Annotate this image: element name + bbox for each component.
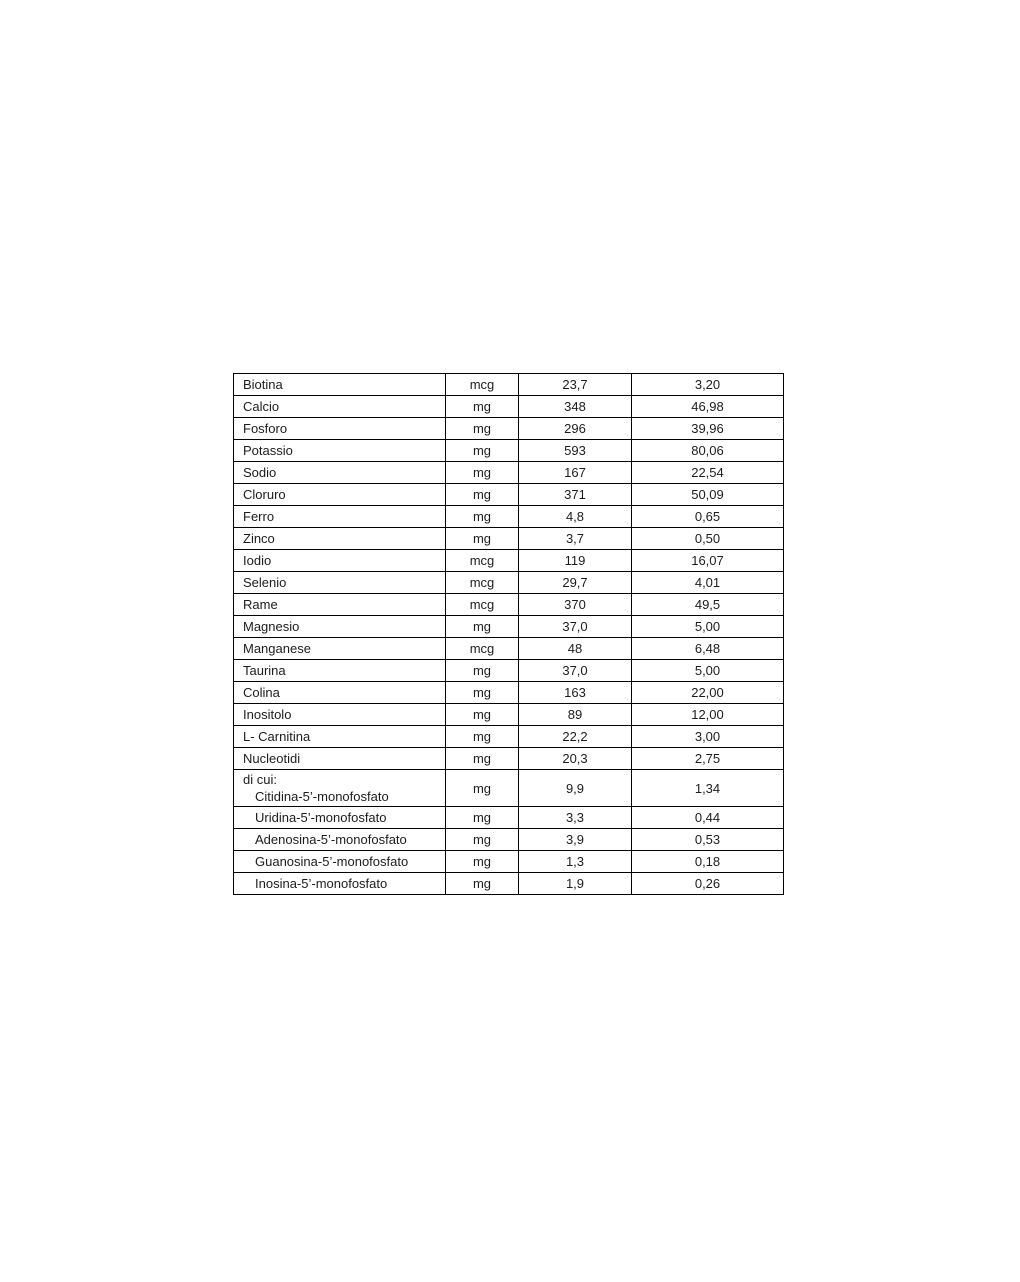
table-row: [234, 594, 784, 616]
table-row: [234, 638, 784, 660]
nutrient-name-cell: Fosforo: [234, 418, 446, 440]
nutrient-name-cell: Selenio: [234, 572, 446, 594]
value2-cell: 46,98: [632, 396, 784, 418]
table-body: [234, 374, 784, 895]
nutrient-name-line1: di cui:: [243, 772, 277, 787]
nutrient-name-cell: L- Carnitina: [234, 726, 446, 748]
unit-cell: mcg: [446, 550, 519, 572]
unit-cell: mg: [446, 682, 519, 704]
unit-cell: mg: [446, 770, 519, 807]
table-row: [234, 484, 784, 506]
value2-cell: 0,50: [632, 528, 784, 550]
unit-cell: mg: [446, 704, 519, 726]
value1-cell: 370: [519, 594, 632, 616]
table-row: [234, 440, 784, 462]
table-row: [234, 829, 784, 851]
table-row: [234, 682, 784, 704]
nutrient-name-cell: Inosina-5’-monofosfato: [234, 873, 446, 895]
value1-cell: 48: [519, 638, 632, 660]
nutrient-name-line2: Citidina-5’-monofosfato: [255, 789, 389, 804]
value2-cell: 3,20: [632, 374, 784, 396]
value1-cell: 163: [519, 682, 632, 704]
unit-cell: mg: [446, 829, 519, 851]
unit-cell: mcg: [446, 638, 519, 660]
value2-cell: 0,26: [632, 873, 784, 895]
value1-cell: 9,9: [519, 770, 632, 807]
table-row: [234, 726, 784, 748]
table-row: [234, 616, 784, 638]
table-row: [234, 704, 784, 726]
table-row: [234, 528, 784, 550]
value1-cell: 593: [519, 440, 632, 462]
value1-cell: 37,0: [519, 660, 632, 682]
nutrient-name-cell: Cloruro: [234, 484, 446, 506]
value2-cell: 80,06: [632, 440, 784, 462]
value2-cell: 5,00: [632, 660, 784, 682]
value2-cell: 50,09: [632, 484, 784, 506]
unit-cell: mcg: [446, 374, 519, 396]
unit-cell: mg: [446, 807, 519, 829]
value2-cell: 3,00: [632, 726, 784, 748]
table-row: [234, 807, 784, 829]
value1-cell: 20,3: [519, 748, 632, 770]
unit-cell: mg: [446, 528, 519, 550]
value2-cell: 0,53: [632, 829, 784, 851]
value1-cell: 4,8: [519, 506, 632, 528]
value1-cell: 119: [519, 550, 632, 572]
nutrient-name-cell: Colina: [234, 682, 446, 704]
unit-cell: mg: [446, 506, 519, 528]
unit-cell: mg: [446, 873, 519, 895]
value2-cell: 1,34: [632, 770, 784, 807]
value2-cell: 16,07: [632, 550, 784, 572]
value1-cell: 22,2: [519, 726, 632, 748]
table-row: [234, 748, 784, 770]
unit-cell: mg: [446, 851, 519, 873]
nutrient-name-cell: Ferro: [234, 506, 446, 528]
value1-cell: 371: [519, 484, 632, 506]
unit-cell: mg: [446, 440, 519, 462]
nutrient-name-cell: Inositolo: [234, 704, 446, 726]
nutrient-name-cell: Nucleotidi: [234, 748, 446, 770]
value1-cell: 348: [519, 396, 632, 418]
nutrition-table: [233, 373, 784, 895]
nutrient-name-cell: Calcio: [234, 396, 446, 418]
nutrient-name-cell: Sodio: [234, 462, 446, 484]
nutrient-name-cell: Uridina-5’-monofosfato: [234, 807, 446, 829]
nutrient-name-cell: Magnesio: [234, 616, 446, 638]
nutrition-table-container: [233, 373, 783, 895]
nutrient-name-cell: Iodio: [234, 550, 446, 572]
value1-cell: 3,7: [519, 528, 632, 550]
value1-cell: 1,9: [519, 873, 632, 895]
table-row: [234, 418, 784, 440]
value2-cell: 6,48: [632, 638, 784, 660]
unit-cell: mg: [446, 748, 519, 770]
table-row: [234, 572, 784, 594]
table-row: [234, 770, 784, 807]
value2-cell: 49,5: [632, 594, 784, 616]
nutrient-name-cell: Zinco: [234, 528, 446, 550]
unit-cell: mcg: [446, 594, 519, 616]
unit-cell: mg: [446, 616, 519, 638]
nutrient-name-cell: Potassio: [234, 440, 446, 462]
table-row: [234, 506, 784, 528]
value2-cell: 0,65: [632, 506, 784, 528]
nutrient-name-cell: Adenosina-5’-monofosfato: [234, 829, 446, 851]
table-row: [234, 396, 784, 418]
table-row: [234, 462, 784, 484]
table-row: [234, 660, 784, 682]
value1-cell: 37,0: [519, 616, 632, 638]
value2-cell: 39,96: [632, 418, 784, 440]
nutrient-name-cell: Rame: [234, 594, 446, 616]
value1-cell: 3,9: [519, 829, 632, 851]
value1-cell: 296: [519, 418, 632, 440]
value2-cell: 2,75: [632, 748, 784, 770]
value1-cell: 23,7: [519, 374, 632, 396]
value2-cell: 22,00: [632, 682, 784, 704]
value2-cell: 0,18: [632, 851, 784, 873]
value1-cell: 1,3: [519, 851, 632, 873]
unit-cell: mg: [446, 462, 519, 484]
value1-cell: 167: [519, 462, 632, 484]
nutrient-name-cell: Manganese: [234, 638, 446, 660]
value2-cell: 4,01: [632, 572, 784, 594]
table-row: [234, 374, 784, 396]
table-row: [234, 873, 784, 895]
nutrient-name-cell: Biotina: [234, 374, 446, 396]
nutrient-name-cell: [234, 770, 446, 807]
value2-cell: 22,54: [632, 462, 784, 484]
nutrient-name-cell: Taurina: [234, 660, 446, 682]
value2-cell: 12,00: [632, 704, 784, 726]
value2-cell: 0,44: [632, 807, 784, 829]
unit-cell: mg: [446, 418, 519, 440]
unit-cell: mg: [446, 726, 519, 748]
value1-cell: 29,7: [519, 572, 632, 594]
value1-cell: 3,3: [519, 807, 632, 829]
unit-cell: mg: [446, 396, 519, 418]
table-row: [234, 851, 784, 873]
unit-cell: mg: [446, 660, 519, 682]
unit-cell: mcg: [446, 572, 519, 594]
value1-cell: 89: [519, 704, 632, 726]
table-row: [234, 550, 784, 572]
value2-cell: 5,00: [632, 616, 784, 638]
unit-cell: mg: [446, 484, 519, 506]
nutrient-name-cell: Guanosina-5’-monofosfato: [234, 851, 446, 873]
